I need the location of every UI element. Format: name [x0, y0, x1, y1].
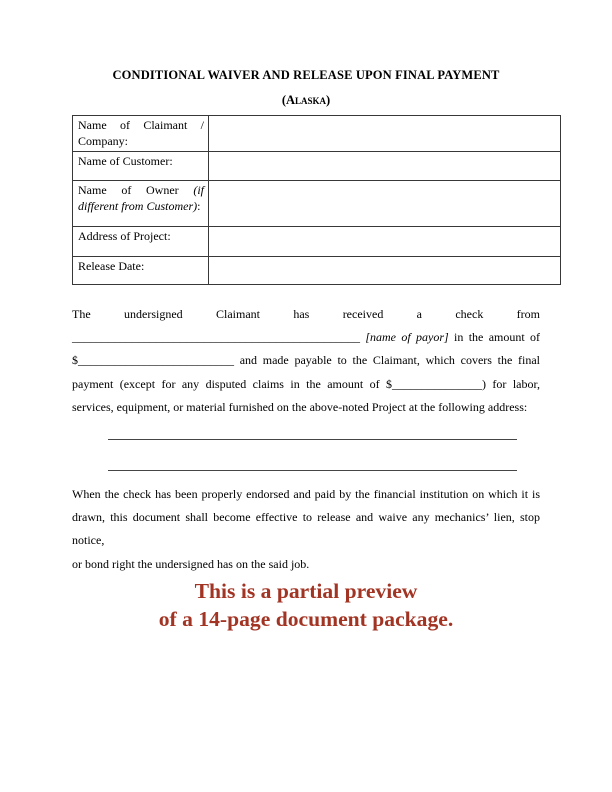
- release-date-label: Release Date:: [73, 257, 209, 285]
- owner-label-text: Name of Owner: [78, 183, 179, 197]
- paragraph-line: services, equipment, or material furnished on the above-noted Project at the following address:: [72, 399, 528, 414]
- owner-label-colon: :: [197, 198, 201, 213]
- paragraph-line: [72, 373, 540, 396]
- paragraph-line-text: in the amount of: [454, 330, 541, 345]
- claimant-company-label: Name of Claimant / Company:: [73, 116, 209, 152]
- table-row: [73, 181, 561, 227]
- payor-blank-field[interactable]: ________________________________________________: [72, 330, 360, 345]
- amount-blank-field[interactable]: $__________________________: [72, 353, 234, 368]
- customer-name-field[interactable]: [209, 152, 561, 181]
- table-row: [73, 257, 561, 285]
- paragraph-line: [72, 326, 540, 349]
- project-address-field[interactable]: [209, 227, 561, 257]
- paragraph-line-text: and made payable to the Claimant, which covers the final: [239, 353, 541, 368]
- claimant-company-field[interactable]: [209, 116, 561, 152]
- preview-notice-line: of a 14-page document package.: [158, 607, 454, 632]
- owner-label-qualifier: (if different from Customer): [78, 183, 204, 213]
- document-title: CONDITIONAL WAIVER AND RELEASE UPON FINAL PAYMENT: [112, 68, 500, 82]
- preview-notice: [0, 577, 612, 634]
- paragraph-line: When the check has been properly endorsed and paid by the financial institution on which it is: [72, 487, 540, 501]
- table-row: [73, 152, 561, 181]
- preview-notice-line: This is a partial preview: [194, 579, 418, 603]
- table-row: [73, 227, 561, 257]
- owner-name-label: [73, 181, 209, 227]
- owner-name-field[interactable]: [209, 181, 561, 227]
- table-row: [73, 116, 561, 152]
- document-subtitle: (Alaska): [281, 93, 331, 107]
- project-address-label: Address of Project:: [73, 227, 209, 257]
- project-address-blank-line-1[interactable]: [108, 439, 517, 440]
- endorsement-paragraph: [72, 483, 540, 576]
- payment-paragraph: [72, 303, 540, 419]
- payor-hint: [name of payor]: [365, 330, 449, 345]
- paragraph-line: or bond right the undersigned has on the said job.: [72, 556, 310, 571]
- project-address-blank-line-2[interactable]: [108, 470, 517, 471]
- paragraph-line: drawn, this document shall become effective to release and waive any mechanics’ lien, stop notice,: [72, 510, 540, 548]
- disputed-amount-blank-field[interactable]: _______________: [392, 376, 483, 391]
- claimant-info-table: [72, 115, 561, 285]
- customer-name-label: Name of Customer:: [73, 152, 209, 181]
- paragraph-line-text: payment (except for any disputed claims in the amount of $: [72, 376, 393, 391]
- paragraph-line-text: ) for labor,: [482, 376, 540, 391]
- paragraph-line: [72, 349, 540, 372]
- paragraph-line: The undersigned Claimant has received a check from: [72, 307, 540, 321]
- release-date-field[interactable]: [209, 257, 561, 285]
